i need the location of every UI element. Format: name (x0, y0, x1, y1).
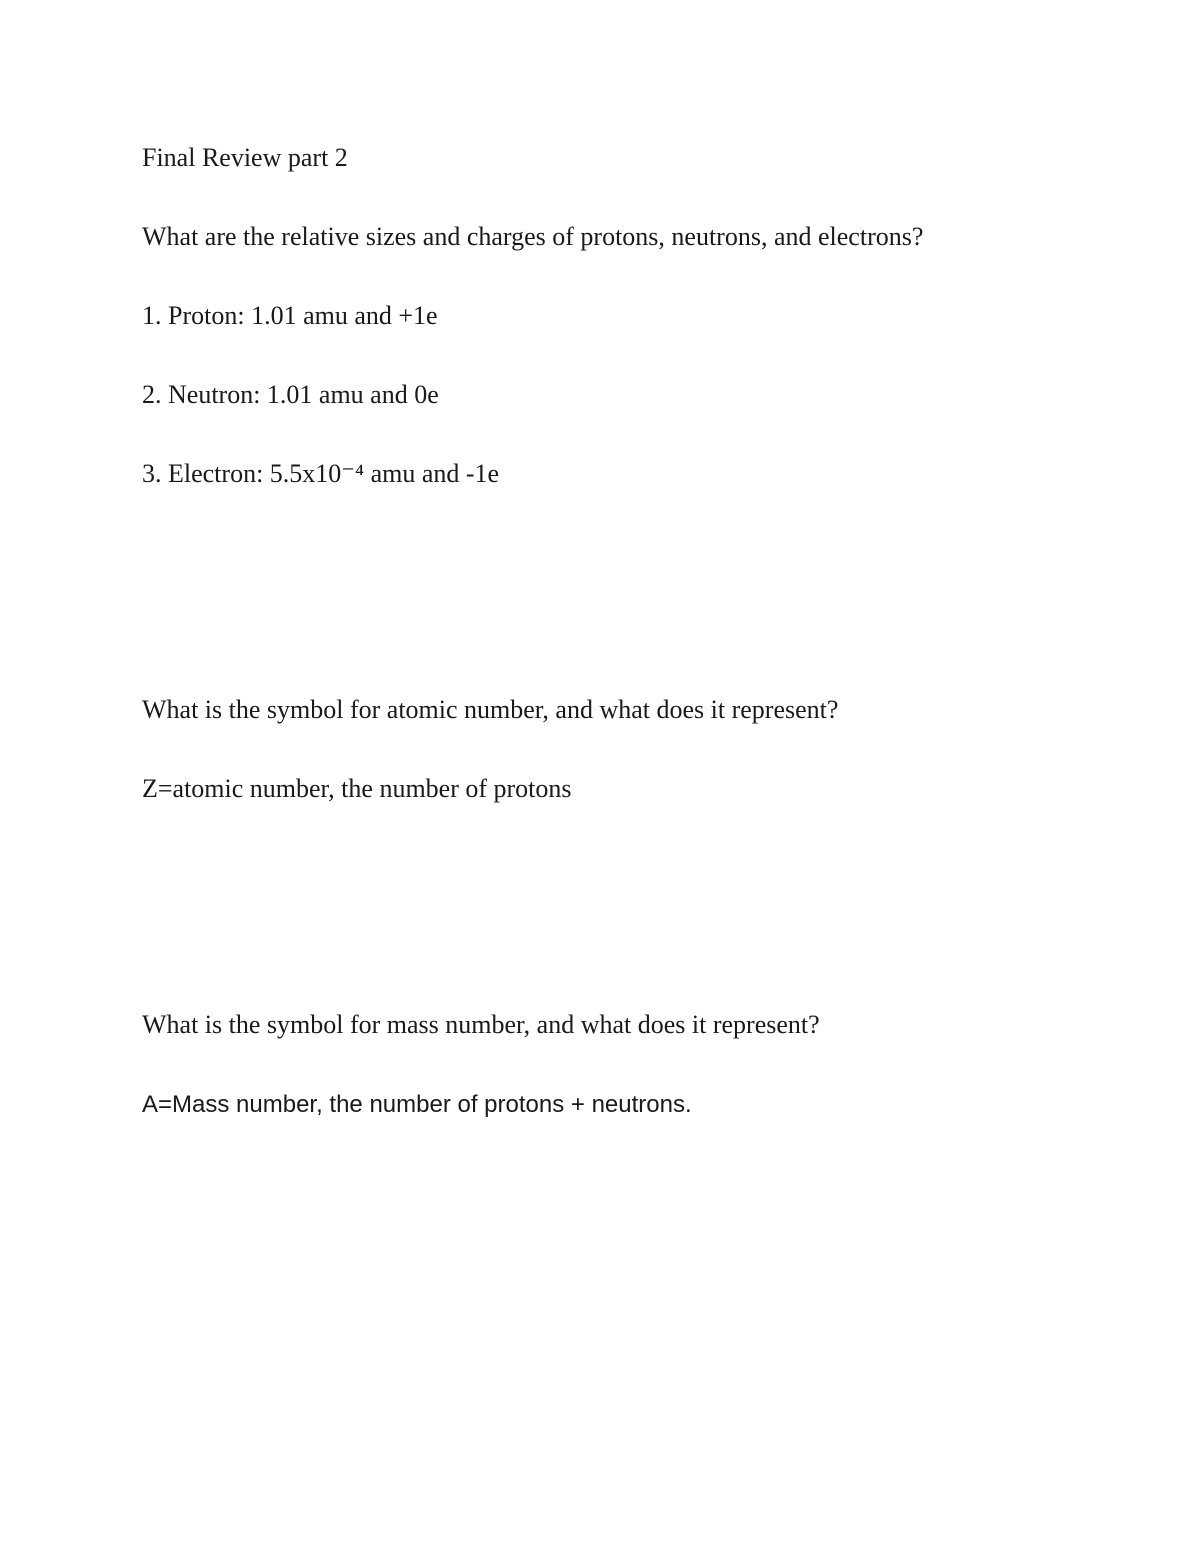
question-2: What is the symbol for atomic number, and what does it represent? (142, 695, 839, 724)
answer-electron: 3. Electron: 5.5x10⁻⁴ amu and -1e (142, 459, 500, 488)
answer-proton: 1. Proton: 1.01 amu and +1e (142, 301, 438, 330)
document-title: Final Review part 2 (142, 143, 348, 172)
question-3: What is the symbol for mass number, and what does it represent? (142, 1010, 820, 1039)
answer-mass-number: A=Mass number, the number of protons + neutrons. (142, 1091, 692, 1118)
answer-neutron: 2. Neutron: 1.01 amu and 0e (142, 380, 439, 409)
question-1: What are the relative sizes and charges of protons, neutrons, and electrons? (142, 222, 924, 251)
answer-atomic-number: Z=atomic number, the number of protons (142, 774, 572, 803)
